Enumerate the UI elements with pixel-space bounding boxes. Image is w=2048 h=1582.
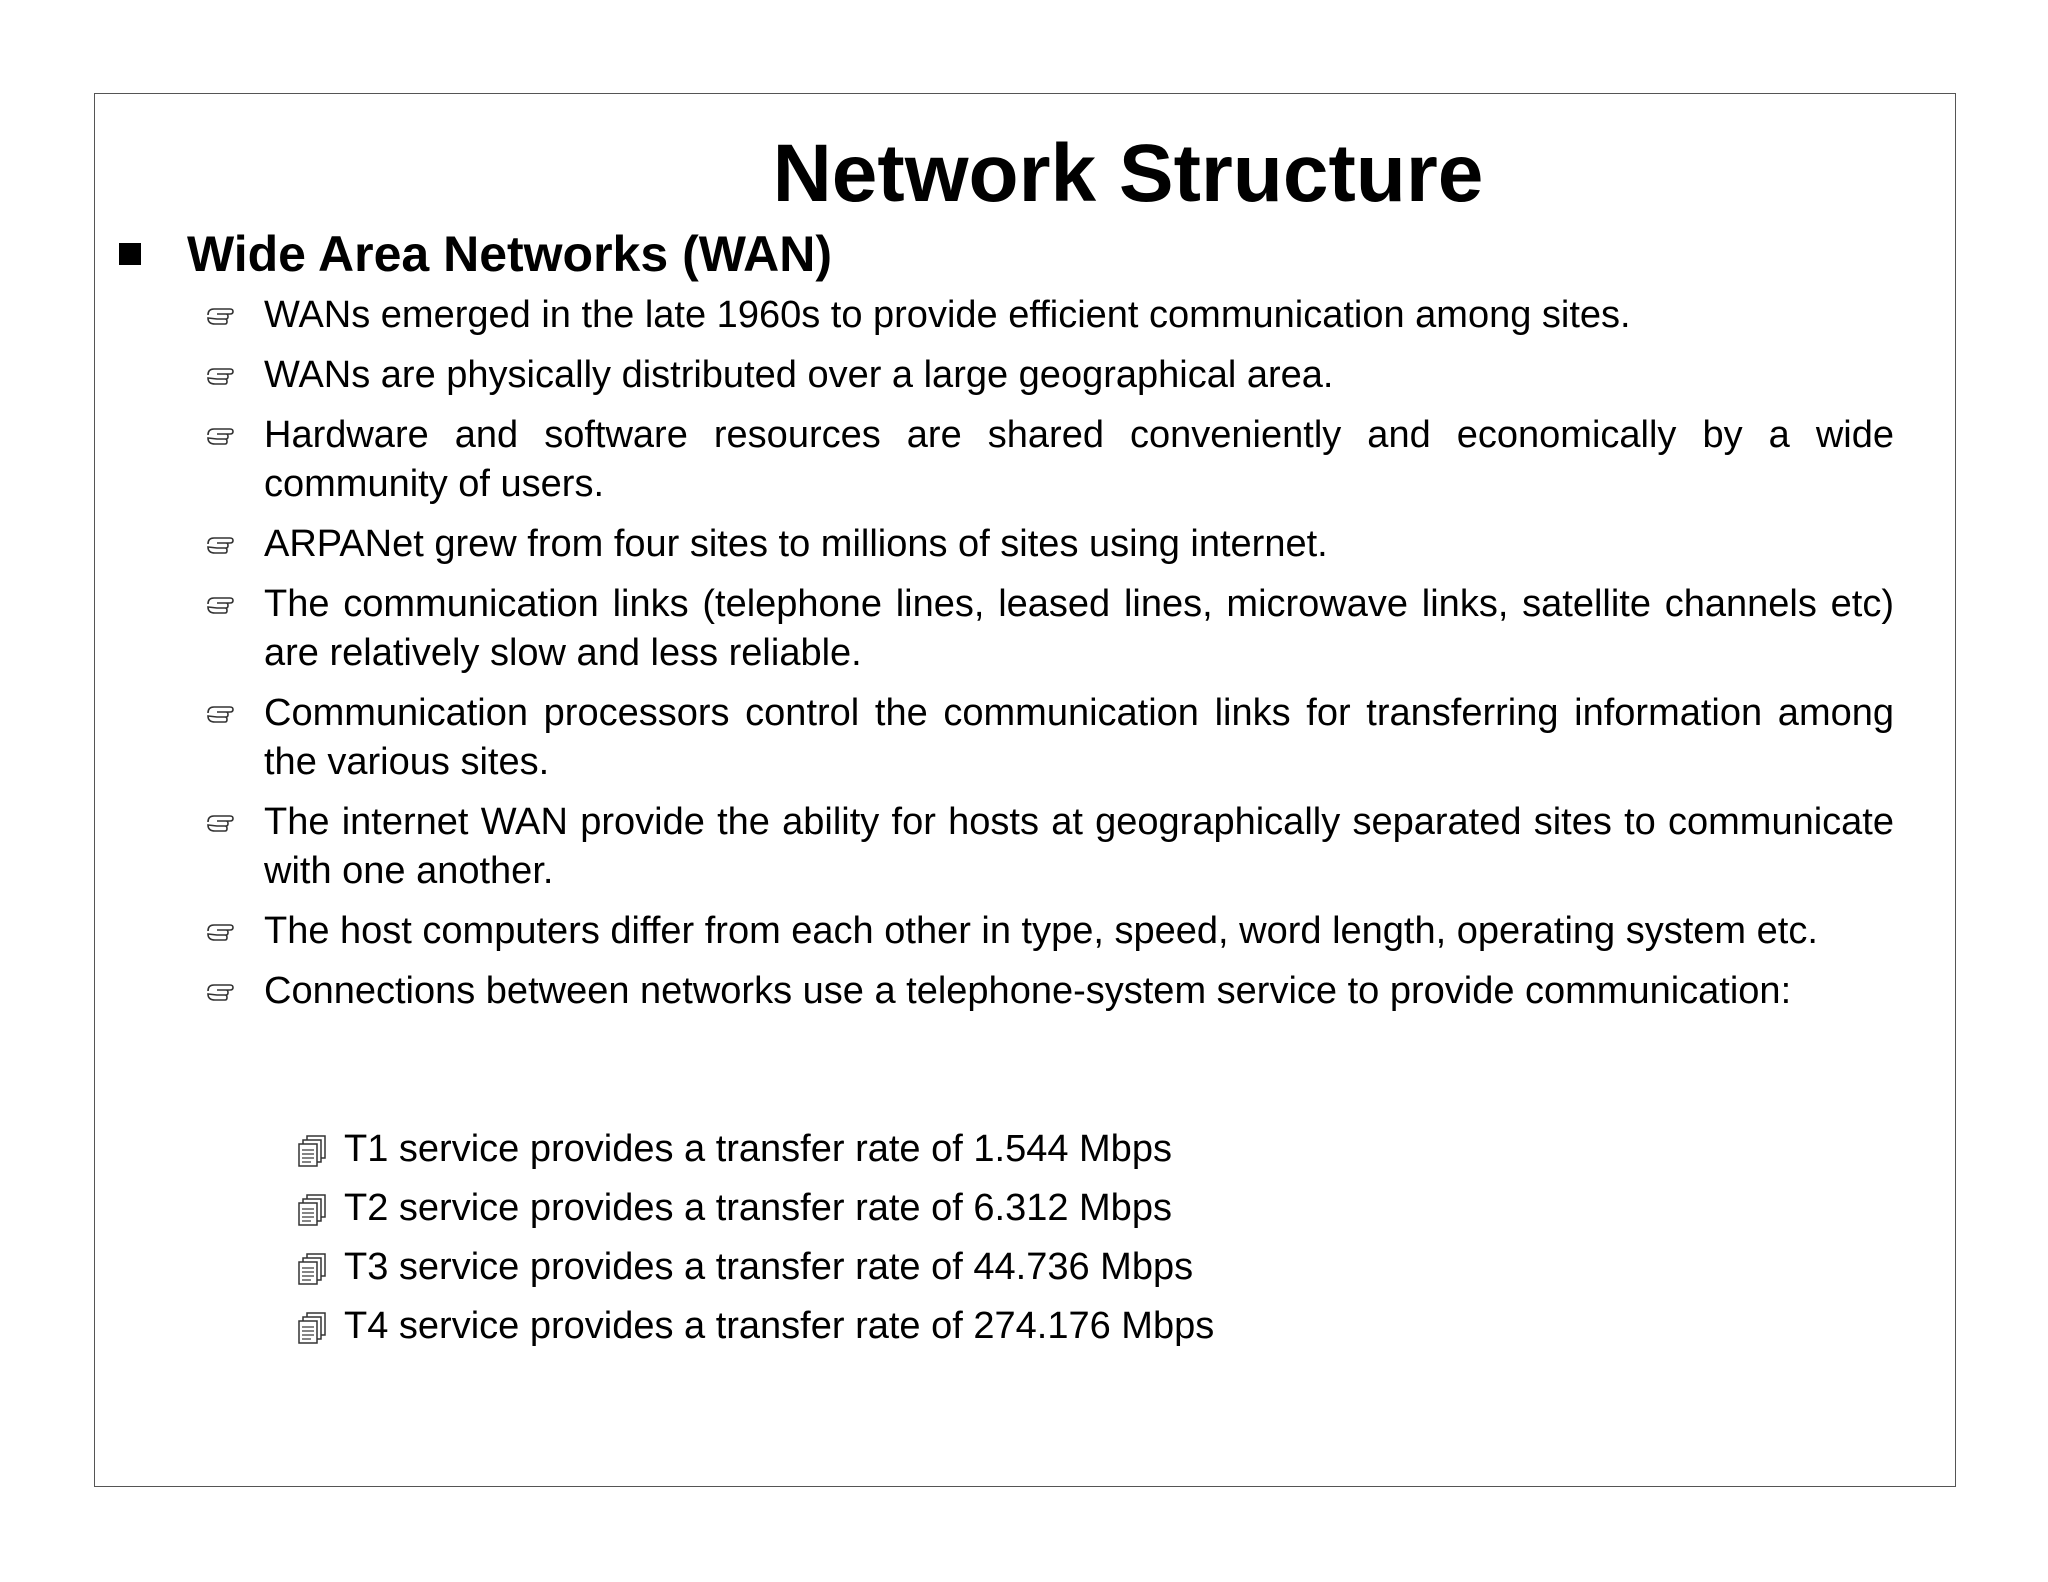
stacked-documents-icon — [297, 1252, 329, 1286]
slide-title: Network Structure — [772, 128, 1484, 219]
bullet-item — [264, 291, 1894, 340]
sub-bullet-text: T2 service provides a transfer rate of 6.312 Mbps — [344, 1187, 1172, 1229]
sub-bullet-text: T3 service provides a transfer rate of 44.736 Mbps — [344, 1246, 1194, 1288]
bullet-text: Communication processors control the communication links for transferring information among the various sites. — [264, 692, 1894, 783]
stacked-documents-icon — [297, 1134, 329, 1168]
bullet-text: WANs are physically distributed over a large geographical area. — [264, 354, 1334, 396]
sub-bullet-text: T1 service provides a transfer rate of 1.544 Mbps — [344, 1128, 1172, 1170]
bullet-text: ARPANet grew from four sites to millions of sites using internet. — [264, 523, 1328, 565]
pointing-hand-icon — [206, 355, 236, 395]
pointing-hand-icon — [206, 295, 236, 335]
bullet-text: WANs emerged in the late 1960s to provide efficient communication among sites. — [264, 294, 1631, 336]
sub-bullet-list — [297, 1125, 1214, 1361]
sub-bullet-item — [297, 1125, 1214, 1174]
pointing-hand-icon — [206, 802, 236, 842]
bullet-text: The host computers differ from each other in type, speed, word length, operating system etc. — [264, 910, 1818, 952]
bullet-text: Hardware and software resources are shared conveniently and economically by a wide community of users. — [264, 414, 1894, 505]
bullet-item — [264, 967, 1894, 1016]
bullet-text: The internet WAN provide the ability for hosts at geographically separated sites to communicate with one another. — [264, 801, 1894, 892]
bullet-text: The communication links (telephone lines, leased lines, microwave links, satellite channels etc) are relatively slow and less reliable. — [264, 583, 1894, 674]
bullet-item — [264, 520, 1894, 569]
stacked-documents-icon — [297, 1193, 329, 1227]
pointing-hand-icon — [206, 911, 236, 951]
bullet-item — [264, 907, 1894, 956]
section-wan — [116, 224, 1916, 284]
bullet-item — [264, 411, 1894, 509]
pointing-hand-icon — [206, 415, 236, 455]
pointing-hand-icon — [206, 971, 236, 1011]
bullet-item — [264, 798, 1894, 896]
stacked-documents-icon — [297, 1311, 329, 1345]
bullet-item — [264, 580, 1894, 678]
bullet-item — [264, 351, 1894, 400]
sub-bullet-item — [297, 1184, 1214, 1233]
sub-bullet-item — [297, 1243, 1214, 1292]
pointing-hand-icon — [206, 584, 236, 624]
pointing-hand-icon — [206, 524, 236, 564]
square-bullet-icon — [119, 243, 141, 265]
section-heading — [116, 224, 1916, 284]
section-heading-text: Wide Area Networks (WAN) — [187, 226, 833, 282]
bullet-list — [264, 291, 1894, 1027]
pointing-hand-icon — [206, 693, 236, 733]
sub-bullet-item — [297, 1302, 1214, 1351]
bullet-text: Connections between networks use a telephone-system service to provide communication: — [264, 970, 1792, 1012]
sub-bullet-text: T4 service provides a transfer rate of 274.176 Mbps — [344, 1305, 1215, 1347]
bullet-item — [264, 689, 1894, 787]
